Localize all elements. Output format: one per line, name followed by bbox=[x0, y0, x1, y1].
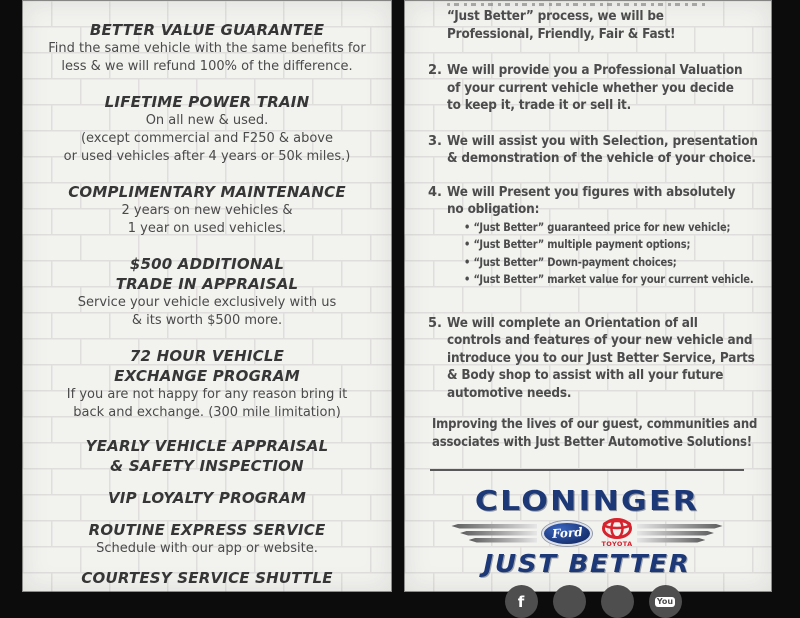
item-line: We will Present you figures with absolutely bbox=[447, 184, 736, 200]
item-line: We will assist you with Selection, presentation bbox=[447, 133, 758, 149]
process-list bbox=[404, 0, 772, 618]
benefit-heading: EXCHANGE PROGRAM bbox=[114, 367, 300, 385]
item-line: “Just Better” process, we will be bbox=[447, 9, 664, 24]
benefit-section-vehicle-exchange bbox=[36, 346, 378, 422]
item-number: 3. bbox=[428, 133, 442, 149]
youtube-icon[interactable]: You bbox=[649, 585, 682, 618]
benefit-body-line: less & we will refund 100% of the difference. bbox=[61, 59, 353, 74]
benefit-heading: COURTESY SERVICE SHUTTLE bbox=[81, 569, 333, 587]
mission-statement bbox=[428, 416, 758, 451]
item-line: & Body shop to assist with all your future bbox=[447, 368, 724, 383]
bullet-dot: • bbox=[464, 237, 471, 251]
item-line: no obligation: bbox=[447, 202, 540, 217]
bullet-text: “Just Better” Down-payment choices; bbox=[473, 254, 677, 269]
benefit-section-vip-loyalty bbox=[36, 488, 378, 508]
bullet-line bbox=[464, 236, 707, 254]
benefit-body-line: Schedule with our app or website. bbox=[96, 541, 318, 556]
benefit-section-yearly-appraisal bbox=[36, 436, 378, 476]
bullet-dot: • bbox=[464, 219, 471, 234]
benefit-heading: YEARLY VEHICLE APPRAISAL bbox=[85, 437, 329, 455]
item-line: automotive needs. bbox=[447, 385, 572, 401]
toyota-logo-icon bbox=[601, 518, 632, 548]
bullet-line bbox=[464, 271, 754, 289]
item-number: 5. bbox=[428, 315, 442, 331]
process-item-2 bbox=[428, 62, 746, 115]
divider-line bbox=[430, 469, 744, 471]
benefit-section-lifetime-powertrain bbox=[36, 92, 378, 166]
bullet-dot: • bbox=[464, 272, 471, 286]
benefit-body-line: If you are not happy for any reason bring it bbox=[66, 387, 348, 402]
toyota-wordmark: TOYOTA bbox=[601, 540, 633, 548]
bullet-text: “Just Better” market value for your current vehicle. bbox=[473, 272, 754, 286]
right-wing-graphic bbox=[637, 524, 723, 543]
process-item-1 bbox=[428, 8, 746, 43]
benefits-list bbox=[22, 0, 392, 588]
item-line: We will complete an Orientation of all bbox=[447, 315, 698, 331]
item-line: to keep it, trade it or sell it. bbox=[447, 98, 632, 113]
benefit-body-line: 2 years on new vehicles & bbox=[121, 203, 293, 218]
benefit-heading: TRADE IN APPRAISAL bbox=[115, 275, 299, 293]
just-better-tagline: JUST BETTER bbox=[483, 549, 691, 578]
bullet-text: “Just Better” multiple payment options; bbox=[473, 237, 691, 251]
bullet-line bbox=[464, 254, 707, 272]
mission-line: Improving the lives of our guest, communities and bbox=[432, 417, 758, 432]
process-item-4 bbox=[428, 184, 754, 289]
benefit-body-line: & its worth $500 more. bbox=[131, 313, 283, 328]
benefit-section-courtesy-shuttle bbox=[36, 568, 378, 588]
item-line: Professional, Friendly, Fair & Fast! bbox=[447, 26, 676, 42]
bullet-line bbox=[464, 219, 731, 237]
item-bullet-list bbox=[447, 219, 754, 289]
benefit-body-line: back and exchange. (300 mile limitation) bbox=[73, 405, 341, 420]
process-item-5 bbox=[428, 315, 755, 403]
process-panel bbox=[404, 0, 772, 611]
benefit-heading: 72 HOUR VEHICLE bbox=[129, 347, 285, 365]
dealer-name: CLONINGER bbox=[474, 484, 700, 517]
ford-logo-icon: Ford bbox=[542, 521, 592, 546]
item-line: of your current vehicle whether you decide bbox=[447, 80, 734, 96]
item-line: We will provide you a Professional Valuation bbox=[447, 63, 743, 78]
item-number: 2. bbox=[428, 63, 442, 78]
benefit-body-line: Find the same vehicle with the same benefits for bbox=[48, 41, 366, 56]
benefit-section-better-value bbox=[36, 20, 378, 76]
benefit-body-line: or used vehicles after 4 years or 50k miles.) bbox=[63, 149, 351, 164]
benefit-heading: & SAFETY INSPECTION bbox=[110, 457, 304, 475]
item-line: controls and features of your new vehicle and bbox=[447, 333, 753, 348]
benefit-heading: BETTER VALUE GUARANTEE bbox=[89, 21, 325, 39]
social-icons-row bbox=[434, 585, 752, 618]
benefit-body-line: (except commercial and F250 & above bbox=[80, 131, 334, 146]
dealer-logo bbox=[428, 485, 746, 577]
benefit-body-line: 1 year on used vehicles. bbox=[127, 221, 287, 236]
instagram-icon[interactable] bbox=[601, 585, 634, 618]
benefit-body-line: On all new & used. bbox=[145, 113, 269, 128]
benefit-heading: ROUTINE EXPRESS SERVICE bbox=[88, 521, 326, 539]
benefits-panel bbox=[22, 0, 392, 592]
benefit-section-express-service bbox=[36, 520, 378, 558]
bullet-dot: • bbox=[464, 254, 471, 269]
item-line: & demonstration of the vehicle of your choice. bbox=[447, 151, 756, 166]
facebook-icon[interactable]: f bbox=[505, 585, 538, 618]
benefit-section-trade-in-appraisal bbox=[36, 254, 378, 330]
benefit-heading: LIFETIME POWER TRAIN bbox=[104, 93, 310, 111]
left-wing-graphic bbox=[451, 524, 537, 543]
benefit-section-complimentary-maintenance bbox=[36, 182, 378, 238]
mission-line: associates with Just Better Automotive Solutions! bbox=[432, 434, 752, 450]
clipped-text-fragment bbox=[447, 3, 706, 6]
benefit-body-line: Service your vehicle exclusively with us bbox=[77, 295, 337, 310]
item-line: introduce you to our Just Better Service, Parts bbox=[447, 350, 755, 366]
twitter-icon[interactable] bbox=[553, 585, 586, 618]
item-number bbox=[428, 8, 447, 43]
logo-wings-row bbox=[428, 520, 746, 546]
benefit-heading: COMPLIMENTARY MAINTENANCE bbox=[68, 183, 346, 201]
item-number: 4. bbox=[428, 184, 442, 200]
benefit-heading: VIP LOYALTY PROGRAM bbox=[107, 489, 306, 507]
bullet-text: “Just Better” guaranteed price for new vehicle; bbox=[473, 219, 731, 234]
process-item-3 bbox=[428, 133, 758, 168]
benefit-heading: $500 ADDITIONAL bbox=[129, 255, 285, 273]
